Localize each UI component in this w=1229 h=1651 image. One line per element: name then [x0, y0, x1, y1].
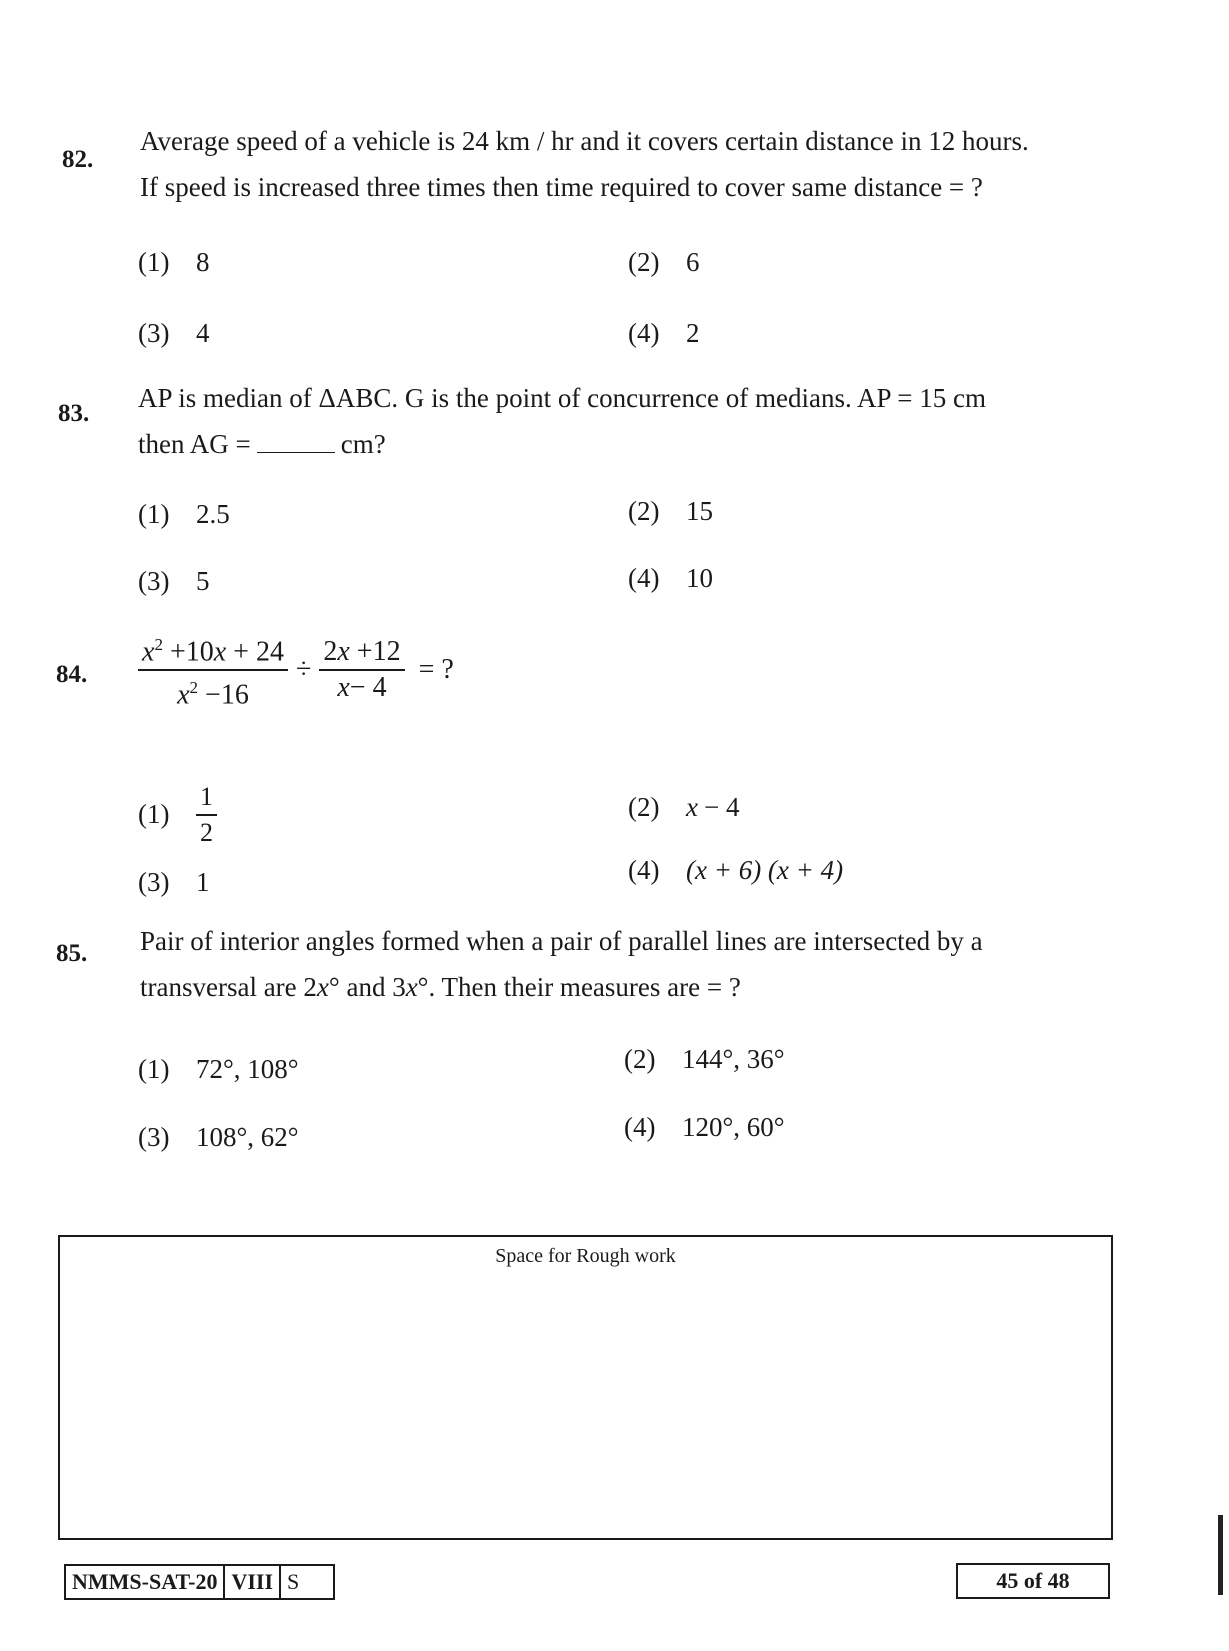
option-value: 1: [196, 867, 210, 897]
question-text: [138, 375, 1118, 467]
scan-edge-mark: [1218, 1515, 1223, 1595]
question-number: 84.: [56, 661, 88, 688]
option-value: (x + 6) (x + 4): [686, 855, 844, 885]
option-2[interactable]: [628, 247, 700, 278]
option-label: (1): [138, 247, 170, 277]
option-value: 120°, 60°: [682, 1112, 785, 1142]
text-fragment: cm?: [340, 429, 386, 459]
option-label: (1): [138, 799, 170, 830]
question-text: [140, 118, 1120, 210]
option-2[interactable]: [624, 1044, 785, 1075]
option-label: (3): [138, 566, 170, 596]
option-1[interactable]: [138, 780, 217, 850]
paper-code-box: [64, 1564, 335, 1600]
rough-work-label: Space for Rough work: [495, 1245, 676, 1267]
option-3[interactable]: [138, 1122, 299, 1153]
option-value: 5: [196, 566, 210, 596]
option-value: 4: [196, 318, 210, 348]
option-4[interactable]: [628, 563, 713, 594]
option-value: 10: [686, 563, 713, 593]
question-number: 83.: [58, 400, 90, 427]
option-4[interactable]: [624, 1112, 785, 1143]
fraction-2: [319, 635, 404, 705]
numerator: 2x +12: [323, 636, 401, 668]
equals-question: = ?: [418, 654, 454, 686]
option-label: (2): [628, 247, 660, 277]
rough-work-box[interactable]: [58, 1235, 1113, 1540]
answer-blank: [257, 430, 335, 453]
option-3[interactable]: [138, 867, 210, 898]
option-value: 108°, 62°: [196, 1122, 299, 1152]
option-4[interactable]: [628, 318, 700, 349]
numerator: 1: [200, 782, 213, 811]
option-1[interactable]: [138, 1054, 299, 1085]
option-label: (3): [138, 318, 170, 348]
question-text-line: Average speed of a vehicle is 24 km / hr and it covers certain distance in 12 hours.: [140, 126, 1029, 156]
class-code: VIII: [225, 1566, 281, 1598]
question-text-line: Pair of interior angles formed when a pair of parallel lines are intersected by a: [140, 926, 983, 956]
option-3[interactable]: [138, 566, 210, 597]
option-value: 144°, 36°: [682, 1044, 785, 1074]
option-value: 6: [686, 247, 700, 277]
option-value: 72°, 108°: [196, 1054, 299, 1084]
text-fragment: then AG =: [138, 429, 251, 459]
option-label: (2): [628, 792, 660, 822]
option-label: (4): [628, 563, 660, 593]
fraction-1: [138, 628, 288, 712]
option-1[interactable]: [138, 499, 230, 530]
option-value: 8: [196, 247, 210, 277]
numerator: $x^2 +10x + 24$: [142, 635, 284, 668]
option-3[interactable]: [138, 318, 210, 349]
section-code: S: [287, 1569, 300, 1594]
option-label: (2): [624, 1044, 656, 1074]
option-value: − 4: [703, 792, 740, 822]
algebraic-expression: [138, 628, 462, 712]
option-label: (3): [138, 867, 170, 897]
option-label: (4): [628, 318, 660, 348]
page-number: 45 of 48: [956, 1563, 1110, 1599]
question-text-line: AP is median of ΔABC. G is the point of concurrence of medians. AP = 15 cm: [138, 383, 986, 413]
denominator: 2: [200, 817, 213, 847]
option-label: (1): [138, 1054, 170, 1084]
option-label: (4): [628, 855, 660, 885]
question-text-line: [138, 421, 1118, 467]
option-value: 15: [686, 496, 713, 526]
option-fraction: [196, 780, 217, 850]
denominator: $x^2 -16$: [177, 677, 249, 711]
question-number: 82.: [62, 146, 94, 173]
option-2[interactable]: [628, 496, 713, 527]
option-label: (3): [138, 1122, 170, 1152]
division-sign: ÷: [295, 654, 312, 686]
option-label: (1): [138, 499, 170, 529]
option-label: (2): [628, 496, 660, 526]
option-label: (4): [624, 1112, 656, 1142]
question-text-line: If speed is increased three times then time required to cover same distance = ?: [140, 172, 983, 202]
question-text: [140, 918, 1120, 1010]
question-number: 85.: [56, 940, 88, 967]
paper-code: NMMS-SAT-20: [66, 1566, 225, 1598]
option-variable: x: [686, 792, 698, 822]
question-text-line: transversal are 2x° and 3x°. Then their measures are = ?: [140, 972, 741, 1002]
option-1[interactable]: [138, 247, 210, 278]
option-value: 2.5: [196, 499, 230, 529]
denominator: x− 4: [337, 671, 387, 703]
option-2[interactable]: [628, 792, 739, 823]
option-value: 2: [686, 318, 700, 348]
option-4[interactable]: [628, 855, 843, 886]
